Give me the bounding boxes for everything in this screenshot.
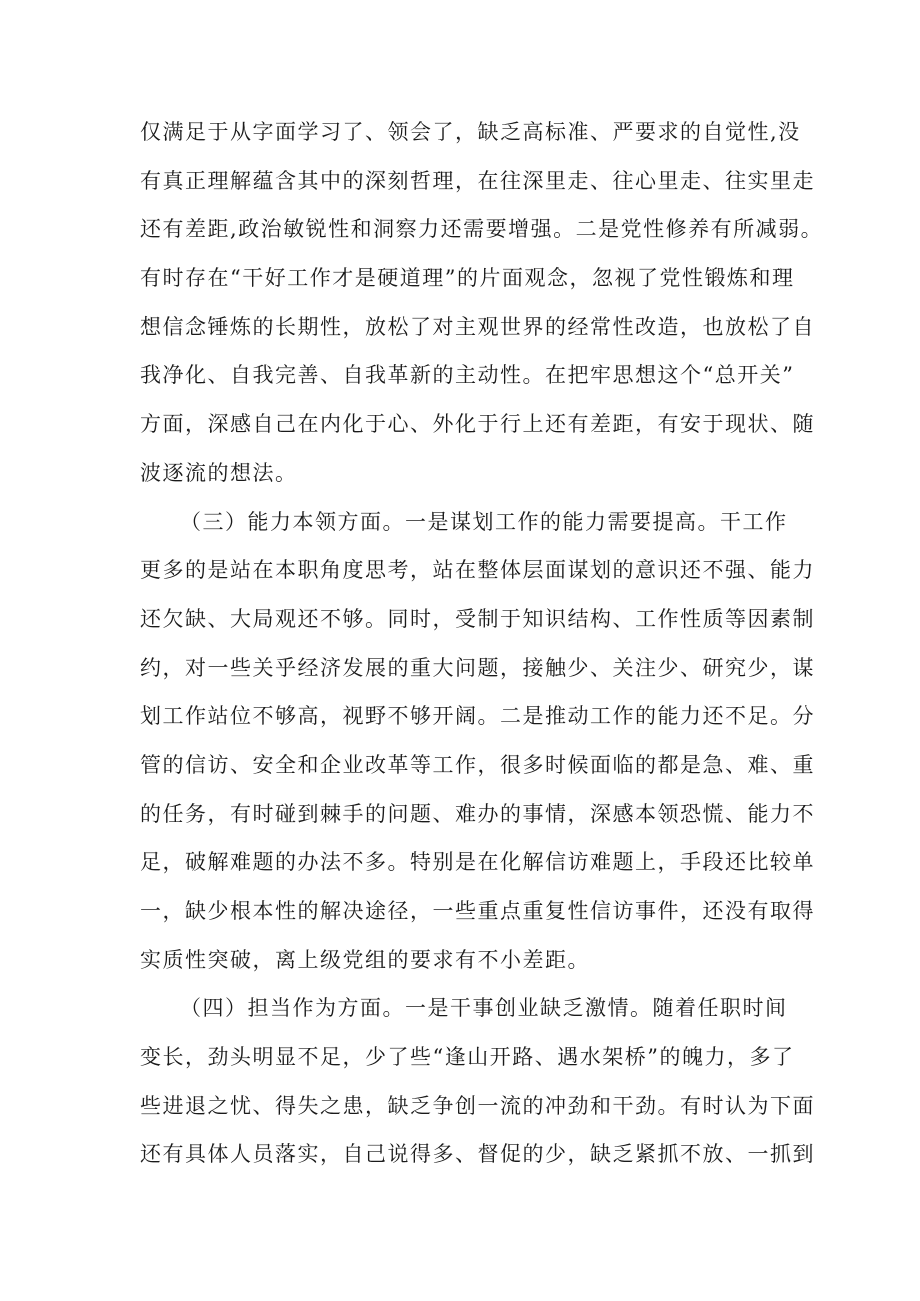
text-line: 变长，劲头明显不足，少了些“逢山开路、遇水架桥”的魄力，多了 [140,1045,795,1070]
paragraph-start-line: （三）能力本领方面。一是谋划工作的能力需要提高。干工作 [180,509,788,534]
body-text [140,108,824,1179]
text-line: 一，缺少根本性的解决途径，一些重点重复性信访事件，还没有取得 [140,899,815,923]
text-line: 想信念锤炼的长期性，放松了对主观世界的经常性改造，也放松了自 [140,314,815,339]
text-line: 我净化、自我完善、自我革新的主动性。在把牢思想这个“总开关” [140,363,795,388]
text-line: 管的信访、安全和企业改革等工作，很多时候面临的都是急、难、重 [140,752,815,777]
text-line: 实质性突破，离上级党组的要求有不小差距。 [140,947,590,972]
text-line: 仅满足于从字面学习了、领会了，缺乏高标准、严要求的自觉性,没 [140,120,801,144]
text-line: 还有具体人员落实，自己说得多、督促的少，缺乏紧抓不放、一抓到 [140,1142,815,1167]
text-line: 有真正理解蕴含其中的深刻哲理，在往深里走、往心里走、往实里走 [140,168,815,193]
text-line: 还欠缺、大局观还不够。同时，受制于知识结构、工作性质等因素制 [140,606,815,631]
text-line: 些进退之忧、得失之患，缺乏争创一流的冲劲和干劲。有时认为下面 [140,1093,815,1118]
text-line: 方面，深感自己在内化于心、外化于行上还有差距，有安于现状、随 [140,412,815,437]
paragraph-start-line: （四）担当作为方面。一是干事创业缺乏激情。随着任职时间 [180,996,788,1021]
text-line: 划工作站位不够高，视野不够开阔。二是推动工作的能力还不足。分 [140,704,815,729]
text-line: 更多的是站在本职角度思考，站在整体层面谋划的意识还不强、能力 [140,558,815,583]
text-line: 有时存在“干好工作才是硬道理”的片面观念，忽视了党性锻炼和理 [140,266,795,291]
text-line: 波逐流的想法。 [140,460,298,485]
text-line: 约，对一些关乎经济发展的重大问题，接触少、关注少、研究少，谋 [140,655,815,680]
text-line: 足，破解难题的办法不多。特别是在化解信访难题上，手段还比较单 [140,850,815,875]
text-line: 还有差距,政治敏锐性和洞察力还需要增强。二是党性修养有所减弱。 [140,217,824,242]
text-line: 的任务，有时碰到棘手的问题、难办的事情，深感本领恐慌、能力不 [140,801,815,826]
